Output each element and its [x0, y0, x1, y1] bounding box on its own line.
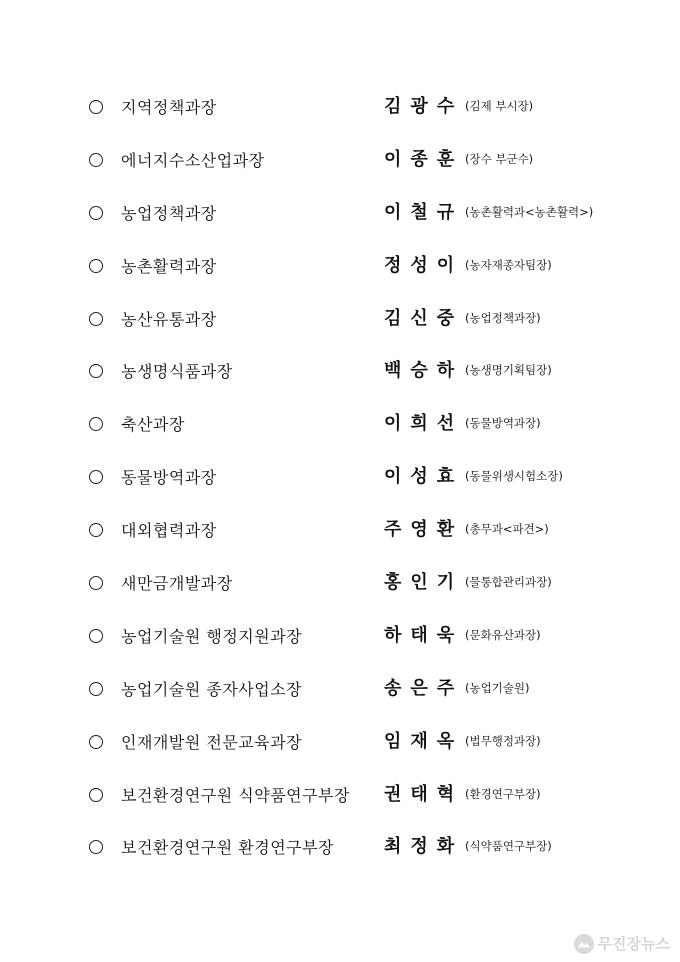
list-item	[0, 453, 680, 506]
list-item	[0, 189, 680, 242]
previous-post: (동물위생시험소장)	[465, 469, 563, 484]
position-title: 보건환경연구원 환경연구부장	[121, 838, 335, 858]
circle-bullet-icon	[89, 523, 103, 537]
position-title: 동물방역과장	[121, 468, 217, 488]
appointee-name: 백승하	[384, 360, 464, 382]
position-title: 농생명식품과장	[121, 362, 233, 382]
position-title: 농업기술원 종자사업소장	[121, 679, 303, 699]
previous-post: (농촌활력과<농촌활력>)	[465, 204, 594, 219]
list-item	[0, 400, 680, 453]
list-item	[0, 823, 680, 876]
previous-post: (장수 부군수)	[465, 151, 534, 166]
appointee-name: 권태혁	[384, 783, 464, 805]
previous-post: (동물방역과장)	[465, 416, 541, 431]
circle-bullet-icon	[89, 788, 103, 802]
appointee-name: 정성이	[384, 254, 464, 276]
circle-bullet-icon	[89, 735, 103, 749]
appointee-name: 주영환	[384, 519, 464, 541]
position-title: 축산과장	[121, 415, 185, 435]
position-title: 에너지수소산업과장	[121, 150, 265, 170]
appointment-list	[0, 83, 680, 876]
circle-bullet-icon	[89, 100, 103, 114]
position-title: 농촌활력과장	[121, 256, 217, 276]
list-item	[0, 136, 680, 189]
circle-bullet-icon	[89, 259, 103, 273]
circle-bullet-icon	[89, 470, 103, 484]
appointee-name: 송은주	[384, 677, 464, 699]
previous-post: (총무과<파견>)	[465, 522, 549, 537]
list-item	[0, 295, 680, 348]
circle-bullet-icon	[89, 840, 103, 854]
appointee-name: 김광수	[384, 96, 464, 117]
circle-bullet-icon	[89, 153, 103, 167]
circle-bullet-icon	[89, 417, 103, 431]
list-item	[0, 83, 680, 136]
previous-post: (법무행정과장)	[465, 733, 541, 748]
position-title: 농업정책과장	[121, 203, 217, 223]
list-item	[0, 347, 680, 400]
previous-post: (식약품연구부장)	[465, 839, 552, 854]
position-title: 농산유통과장	[121, 309, 217, 329]
previous-post: (농업정책과장)	[465, 310, 541, 325]
circle-bullet-icon	[89, 364, 103, 378]
appointee-name: 이종훈	[384, 148, 464, 170]
circle-bullet-icon	[89, 206, 103, 220]
previous-post: (농생명기획팀장)	[465, 363, 552, 378]
appointee-name: 이철규	[384, 201, 464, 223]
appointee-name: 김신중	[384, 307, 464, 329]
mountain-logo-icon	[574, 934, 594, 954]
appointee-name: 임재옥	[384, 730, 464, 752]
position-title: 보건환경연구원 식약품연구부장	[121, 785, 350, 805]
list-item	[0, 612, 680, 665]
previous-post: (환경연구부장)	[465, 786, 541, 801]
appointee-name: 이성효	[384, 466, 464, 488]
appointee-name: 최정화	[384, 836, 464, 858]
circle-bullet-icon	[89, 629, 103, 643]
appointee-name: 이희선	[384, 413, 464, 435]
position-title: 농업기술원 행정지원과장	[121, 626, 303, 646]
position-title: 인재개발원 전문교육과장	[121, 732, 303, 752]
circle-bullet-icon	[89, 682, 103, 696]
previous-post: (농자재종자팀장)	[465, 257, 552, 272]
circle-bullet-icon	[89, 576, 103, 590]
list-item	[0, 771, 680, 824]
appointee-name: 하태욱	[384, 624, 464, 646]
list-item	[0, 665, 680, 718]
position-title: 새만금개발과장	[121, 574, 233, 594]
list-item	[0, 718, 680, 771]
watermark-text: 무진장뉴스	[597, 935, 670, 953]
position-title: 지역정책과장	[121, 98, 217, 117]
list-item	[0, 506, 680, 559]
appointee-name: 홍인기	[384, 572, 464, 594]
previous-post: (문화유산과장)	[465, 627, 541, 642]
watermark	[574, 933, 670, 954]
position-title: 대외협력과장	[121, 521, 217, 541]
list-item	[0, 559, 680, 612]
previous-post: (물통합관리과장)	[465, 575, 552, 590]
previous-post: (김제 부시장)	[465, 99, 534, 113]
list-item	[0, 242, 680, 295]
previous-post: (농업기술원)	[465, 680, 530, 695]
circle-bullet-icon	[89, 312, 103, 326]
